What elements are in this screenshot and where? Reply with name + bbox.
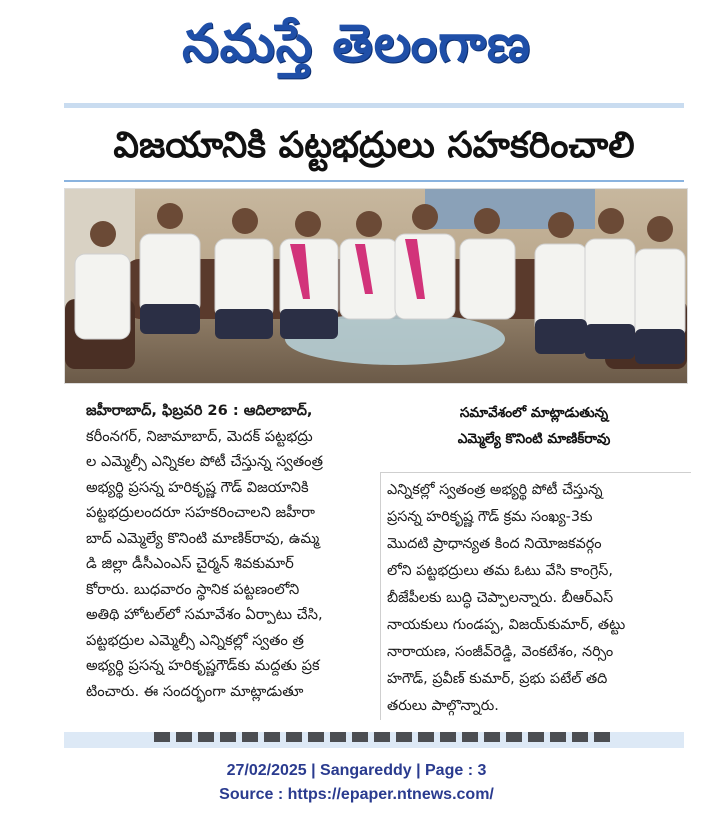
article-body-right bbox=[380, 472, 691, 720]
body-line: నారాయణ, సంజీవ్‌రెడ్డి, వెంకటేశం, నర్సిం bbox=[387, 644, 614, 660]
body-line: అభ్యర్థి ప్రసన్న హరికృష్ణ గౌడ్ విజయానికి bbox=[86, 478, 309, 496]
body-line: మొదటి ప్రాధాన్యత కింద నియోజకవర్గం bbox=[387, 536, 602, 552]
body-line: పట్టభద్రుల ఎమ్మెల్సీ ఎన్నికల్లో స్వతం త్ర bbox=[86, 631, 304, 649]
photo-caption bbox=[386, 400, 682, 456]
body-line: హగౌడ్, ప్రవీణ్ కుమార్, ప్రభు పటేల్ తది bbox=[387, 671, 608, 687]
body-line: ఎన్నికల్లో స్వతంత్ర అభ్యర్థి పోటీ చేస్తున్న bbox=[387, 482, 603, 498]
body-line: అతిథి హోటల్‌లో సమావేశం ఏర్పాటు చేసి, bbox=[86, 606, 323, 623]
masthead-title: నమస్తే తెలంగాణ bbox=[182, 14, 531, 74]
body-line: డి జిల్లా డీసీఎంఎస్ చైర్మన్ శివకుమార్ bbox=[86, 555, 294, 572]
top-divider bbox=[64, 103, 684, 108]
body-line: కరీంనగర్, నిజామాబాద్, మెదక్ పట్టభద్రు bbox=[86, 427, 313, 445]
group-meeting-photo bbox=[65, 189, 687, 383]
cropped-headline-fragment bbox=[154, 732, 614, 742]
body-line: అభ్యర్థి ప్రసన్న హరికృష్ణగౌడ్‌కు మద్దతు ప్రక bbox=[86, 657, 320, 674]
headline-divider bbox=[64, 180, 684, 182]
body-line: నాయకులు గుండప్ప, విజయ్‌కుమార్, తట్టు bbox=[387, 617, 626, 633]
news-photo bbox=[64, 188, 688, 384]
newspaper-masthead bbox=[0, 4, 713, 84]
caption-line-2: ఎమ్మెల్యే కొనింటి మాణిక్‌రావు bbox=[457, 431, 611, 447]
body-line: కోరారు. బుధవారం స్థానిక పట్టణంలోని bbox=[86, 580, 300, 598]
body-line: ప్రసన్న హరికృష్ణ గౌడ్ క్రమ సంఖ్య-3కు bbox=[387, 509, 593, 525]
body-line: టించారు. ఈ సందర్భంగా మాట్లాడుతూ bbox=[86, 682, 304, 700]
body-line: లోని పట్టభద్రులు తమ ఓటు వేసి కాంగ్రెస్, bbox=[387, 563, 613, 579]
body-line: బాద్ ఎమ్మెల్యే కొనింటి మాణిక్‌రావు, ఉమ్మ bbox=[86, 529, 320, 547]
next-article-strip bbox=[64, 732, 684, 748]
footer-date-edition: 27/02/2025 | Sangareddy | Page : 3 bbox=[226, 762, 487, 779]
body-line: పట్టభద్రులందరూ సహకరించాలని జహీరా bbox=[86, 504, 315, 521]
body-line: ల ఎమ్మెల్సీ ఎన్నికల పోటీ చేస్తున్న స్వతంత్ర bbox=[86, 453, 323, 470]
article-headline: విజయానికి పట్టభద్రులు సహకరించాలి bbox=[113, 125, 635, 166]
caption-line-1: సమావేశంలో మాట్లాడుతున్న bbox=[459, 405, 609, 421]
body-line: తరులు పాల్గొన్నారు. bbox=[387, 698, 499, 714]
article-body-left bbox=[86, 398, 370, 704]
body-line: జహీరాబాద్, ఫిబ్రవరి 26 : ఆదిలాబాద్, bbox=[86, 402, 313, 419]
footer-source[interactable]: Source : https://epaper.ntnews.com/ bbox=[219, 786, 494, 803]
body-line: బీజేపీలకు బుద్ధి చెప్పాలన్నారు. బీఆర్ఎస్ bbox=[387, 590, 614, 606]
